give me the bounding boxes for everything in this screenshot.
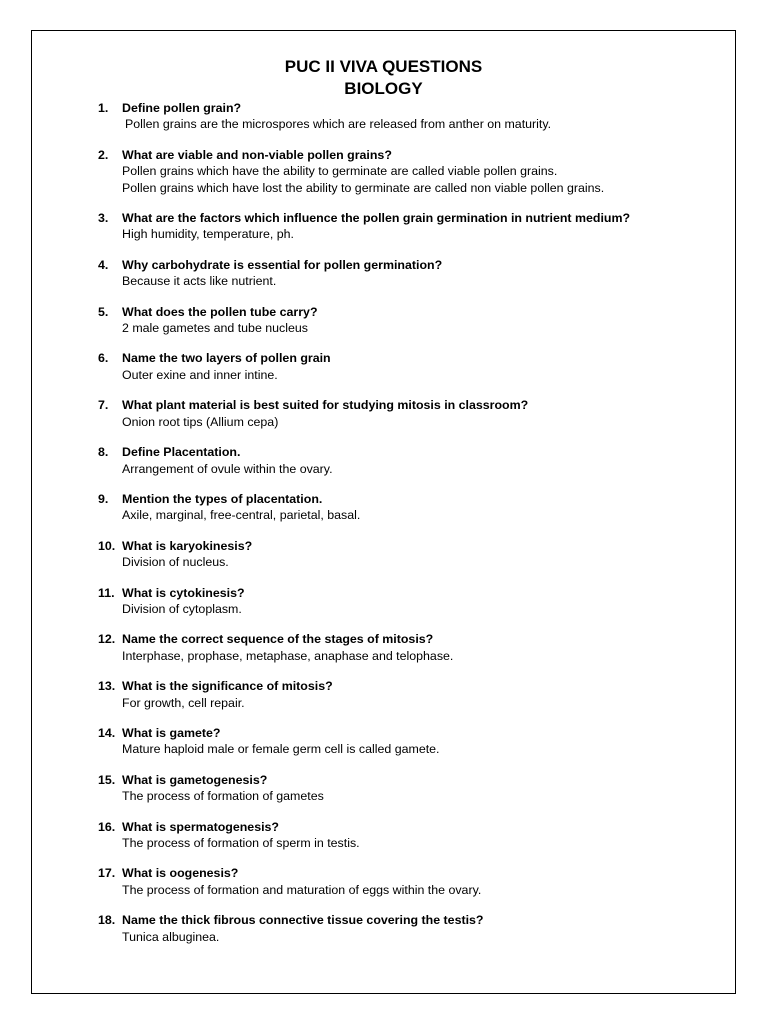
question-item xyxy=(98,397,728,430)
page-title: PUC II VIVA QUESTIONS xyxy=(284,57,483,76)
question-number: 5. xyxy=(98,304,109,319)
answer-text: Outer exine and inner intine. xyxy=(122,367,278,382)
question-number: 3. xyxy=(98,211,109,226)
answer-text: The process of formation of gametes xyxy=(122,789,324,804)
question-item xyxy=(98,304,728,337)
question-item xyxy=(98,772,728,805)
answer-text: Tunica albuginea. xyxy=(122,929,220,944)
question-text: What does the pollen tube carry? xyxy=(122,304,318,319)
question-number: 13. xyxy=(98,679,116,694)
answer-text: 2 male gametes and tube nucleus xyxy=(122,321,308,336)
question-number: 18. xyxy=(98,913,116,928)
answer-text: Arrangement of ovule within the ovary. xyxy=(122,461,333,476)
question-item xyxy=(98,210,728,243)
question-text: What plant material is best suited for studying mitosis in classroom? xyxy=(122,398,529,413)
answer-text: Division of cytoplasm. xyxy=(122,601,242,616)
question-text: What is cytokinesis? xyxy=(122,585,245,600)
title-block xyxy=(31,56,736,100)
question-text: What is gametogenesis? xyxy=(122,772,268,787)
question-number: 9. xyxy=(98,491,109,506)
question-text: What is karyokinesis? xyxy=(122,538,253,553)
question-item xyxy=(98,631,728,664)
question-text: Why carbohydrate is essential for pollen germination? xyxy=(122,257,443,272)
question-text: Name the two layers of pollen grain xyxy=(122,351,331,366)
answer-text: Because it acts like nutrient. xyxy=(122,274,277,289)
question-text: Define pollen grain? xyxy=(122,101,242,115)
question-number: 6. xyxy=(98,351,109,366)
question-item xyxy=(98,725,728,758)
question-text: Define Placentation. xyxy=(122,445,241,460)
question-number: 12. xyxy=(98,632,116,647)
question-item xyxy=(98,865,728,898)
question-text: Name the correct sequence of the stages of mitosis? xyxy=(122,632,434,647)
answer-text: The process of formation of sperm in testis. xyxy=(122,836,360,850)
question-item xyxy=(98,491,728,524)
answer-text: Mature haploid male or female germ cell is called gamete. xyxy=(122,742,440,757)
question-item xyxy=(98,538,728,571)
answer-text: Pollen grains are the microspores which are released from anther on maturity. xyxy=(125,117,552,132)
question-number: 10. xyxy=(98,538,116,553)
question-item xyxy=(98,350,728,383)
question-number: 4. xyxy=(98,257,109,272)
answer-text: Pollen grains which have the ability to germinate are called viable pollen grains. xyxy=(122,164,558,179)
question-item xyxy=(98,585,728,618)
question-item xyxy=(98,819,728,852)
question-text: What is gamete? xyxy=(122,725,221,740)
question-number: 2. xyxy=(98,147,109,162)
answer-text: For growth, cell repair. xyxy=(122,695,245,710)
question-number: 1. xyxy=(98,101,109,115)
question-number: 17. xyxy=(98,866,116,881)
question-number: 7. xyxy=(98,398,109,413)
question-number: 15. xyxy=(98,772,116,787)
question-text: What are the factors which influence the pollen grain germination in nutrient medium? xyxy=(122,211,631,226)
answer-text: Interphase, prophase, metaphase, anaphase and telophase. xyxy=(122,648,454,663)
question-text: What is oogenesis? xyxy=(122,866,239,881)
answer-text: Axile, marginal, free-central, parietal, basal. xyxy=(122,508,361,523)
question-text: Name the thick fibrous connective tissue covering the testis? xyxy=(122,913,484,928)
question-item xyxy=(98,147,728,196)
question-number: 11. xyxy=(98,585,115,600)
question-number: 16. xyxy=(98,819,116,834)
answer-text: Pollen grains which have lost the ability to germinate are called non viable pollen grains. xyxy=(122,180,605,195)
question-text: What is the significance of mitosis? xyxy=(122,679,333,694)
question-text: What are viable and non-viable pollen grains? xyxy=(122,147,392,162)
question-item xyxy=(98,912,728,945)
question-item xyxy=(98,444,728,477)
question-number: 8. xyxy=(98,445,109,460)
question-item xyxy=(98,257,728,290)
question-item xyxy=(98,678,728,711)
question-text: What is spermatogenesis? xyxy=(122,819,279,834)
answer-text: Division of nucleus. xyxy=(122,555,229,570)
answer-text: High humidity, temperature, ph. xyxy=(122,227,294,242)
answer-text: The process of formation and maturation of eggs within the ovary. xyxy=(122,882,482,897)
page-subtitle: BIOLOGY xyxy=(344,79,423,98)
answer-text: Onion root tips (Allium cepa) xyxy=(122,414,279,429)
question-list xyxy=(98,100,728,959)
question-item xyxy=(98,100,728,133)
question-number: 14. xyxy=(98,725,116,740)
question-text: Mention the types of placentation. xyxy=(122,491,323,506)
